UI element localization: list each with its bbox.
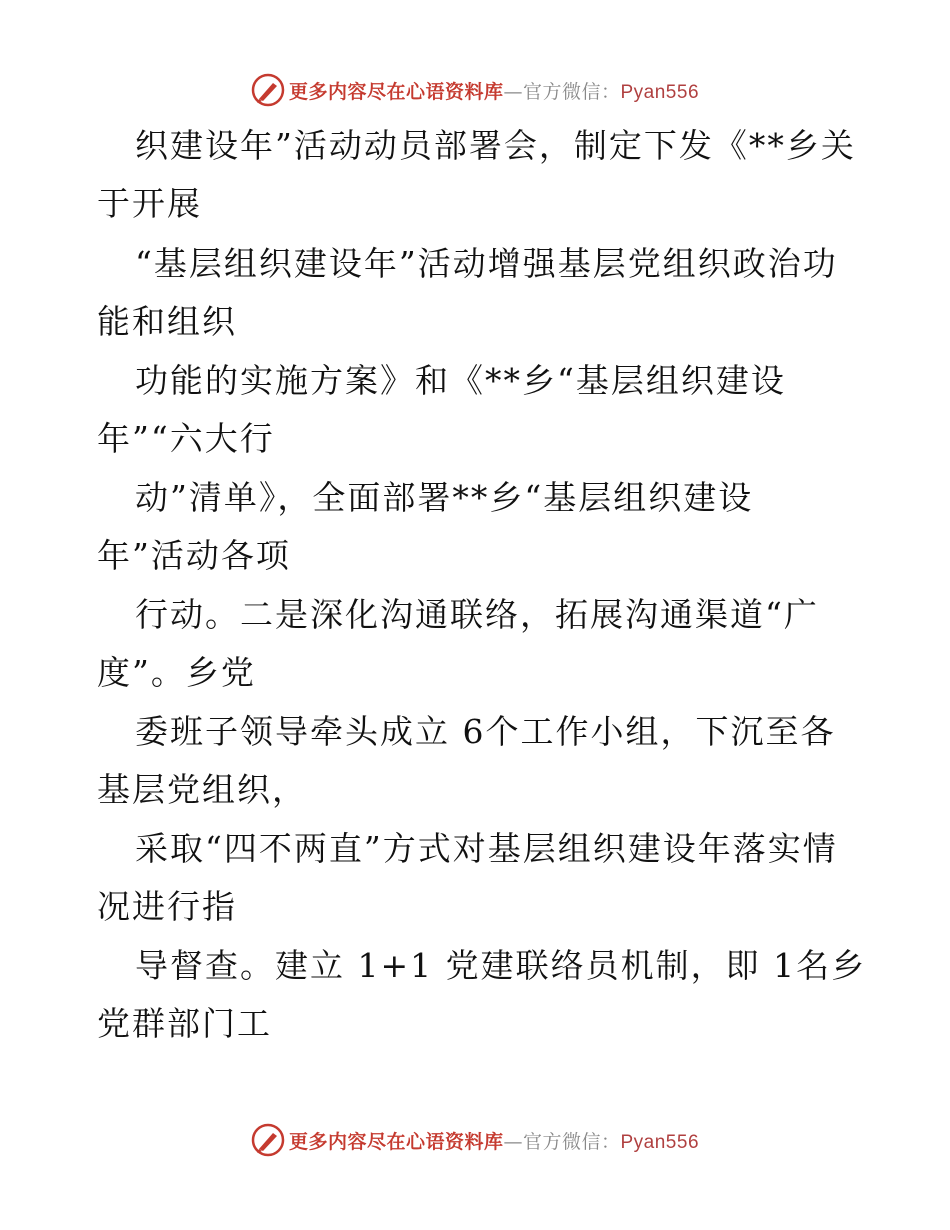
body-line: 功能的实施方案》和《**乡“基层组织建设 [135, 361, 786, 400]
banner-wechat-label: 官方微信： [522, 80, 621, 103]
body-line: “基层组织建设年”活动增强基层党组织政治功 [135, 244, 838, 283]
banner-wechat-id: Pyan556 [620, 1131, 700, 1153]
body-line: 基层党组织， [97, 770, 307, 809]
body-line: 能和组织 [97, 302, 237, 341]
pen-logo-icon [251, 73, 285, 107]
body-line: 年”活动各项 [97, 536, 291, 575]
body-line: 度”。乡党 [97, 653, 256, 692]
banner-dash: — [503, 80, 523, 103]
body-line: 导督查。建立 1+1 党建联络员机制，即 1名乡 [135, 946, 867, 985]
banner-wechat-id: Pyan556 [620, 81, 700, 103]
body-line: 于开展 [97, 184, 202, 223]
body-line: 织建设年”活动动员部署会，制定下发《**乡关 [135, 126, 856, 165]
body-line: 采取“四不两直”方式对基层组织建设年落实情 [135, 829, 838, 868]
banner-wechat-label: 官方微信： [522, 1130, 621, 1153]
body-line: 党群部门工 [97, 1004, 272, 1043]
body-line: 委班子领导牵头成立 6个工作小组，下沉至各 [135, 712, 836, 751]
pen-logo-icon [251, 1123, 285, 1157]
header-banner [0, 72, 950, 108]
body-line: 年”“六大行 [97, 419, 275, 458]
body-line: 动”清单》，全面部署**乡“基层组织建设 [135, 478, 754, 517]
banner-main-text: 更多内容尽在心语资料库 [288, 1130, 504, 1153]
banner-dash: — [503, 1130, 523, 1153]
footer-banner [0, 1122, 950, 1158]
body-line: 况进行指 [97, 887, 237, 926]
body-line: 行动。二是深化沟通联络，拓展沟通渠道“广 [135, 595, 819, 634]
banner-main-text: 更多内容尽在心语资料库 [288, 80, 504, 103]
